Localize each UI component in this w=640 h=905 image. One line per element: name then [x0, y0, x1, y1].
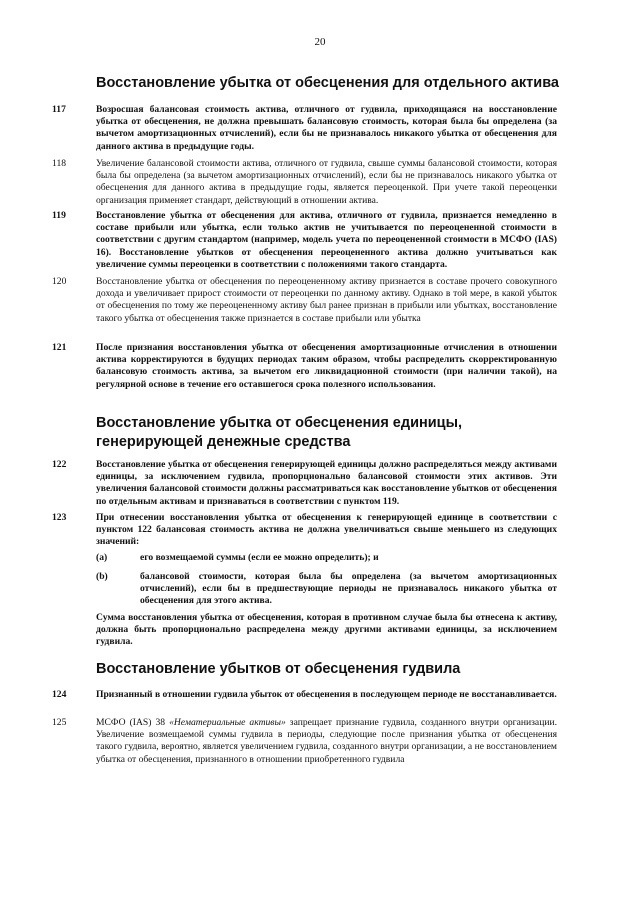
paragraph-125 [52, 717, 557, 766]
paragraph-123-item-b [96, 571, 557, 608]
paragraph-text: При отнесении восстановления убытка от обесценения к генерирующей единице в соответствии с пунктом 122 балансовая стоимость актива не должна увеличиваться свыше меньшего из следующих значений: [96, 512, 557, 548]
section-heading-individual-asset: Восстановление убытка от обесценения для отдельного актива [96, 75, 559, 91]
paragraph-number: 125 [52, 717, 67, 728]
paragraph-number: 123 [52, 512, 67, 523]
item-label: (a) [96, 552, 108, 563]
paragraph-text: Возросшая балансовая стоимость актива, отличного от гудвила, приходящаяся на восстановление убытка от обесценения, не должна превышать балансовую стоимость, которая была бы определена (за вычетом амортизационных отчислений), если бы не признавалось никакого убытка от обесценения для данного актива в предыдущие годы. [96, 104, 557, 152]
section-heading-goodwill: Восстановление убытков от обесценения гудвила [96, 661, 461, 677]
paragraph-text: После признания восстановления убытка от обесценения амортизационные отчисления в отношении актива корректируются в будущих периодах таким образом, чтобы распределить скорректированную балансовую стоимость актива, за вычетом его ликвидационной стоимости (при наличии такой), на регулярной основе в течение его оставшегося срока полезного использования. [96, 342, 557, 390]
paragraph-number: 117 [52, 104, 66, 115]
paragraph-124 [52, 689, 557, 701]
paragraph-123-item-a [96, 552, 557, 564]
paragraph-number: 122 [52, 459, 67, 470]
paragraph-number: 119 [52, 210, 66, 221]
paragraph-123-closing: Сумма восстановления убытка от обесценения, которая в противном случае была бы отнесена к активу, должна быть пропорционально распределена между другими активами единицы, за исключением гудвила. [96, 612, 557, 648]
item-text: его возмещаемой суммы (если ее можно определить); и [140, 552, 379, 563]
paragraph-text: Признанный в отношении гудвила убыток от обесценения в последующем периоде не восстанавливается. [96, 689, 557, 700]
paragraph-number: 118 [52, 158, 67, 169]
paragraph-118 [52, 158, 557, 207]
text-fragment: запрещает признание гудвила, созданного внутри организации. Увеличение возмещаемой суммы гудвила в периоды, следующие после признания убытка от обесценения такого гудвила, вероятно, является увеличением гудвила, созданного внутри организации, а не восстановлением убытка от обесценения, признанного в отношении приобретенного гудвила [96, 717, 557, 765]
paragraph-123 [52, 512, 557, 549]
paragraph-text [96, 717, 557, 766]
standard-title: «Нематериальные активы» [169, 717, 286, 728]
paragraph-117 [52, 104, 557, 153]
paragraph-number: 121 [52, 342, 67, 353]
paragraph-text: Восстановление убытка от обесценения для актива, отличного от гудвила, признается немедленно в составе прибыли или убытка, если только актив не учитывается по переоцененной стоимости в соответствии с другим стандартом (например, модель учета по переоцененной стоимости в МСФО (IAS) 16). Восстановление убытков от обесценения переоцененного актива должно учитываться как увеличение суммы переоценки в соответствии с положениями такого стандарта. [96, 210, 557, 270]
paragraph-number: 120 [52, 276, 67, 287]
paragraph-text: Увеличение балансовой стоимости актива, отличного от гудвила, свыше суммы балансовой стоимости, которая была бы определена (за вычетом амортизационных отчислений), если бы не признавалось никакого убытка от обесценения для данного актива в предыдущие годы, является переоценкой. При учете такой переоценки организация применяет стандарт, действующий в отношении актива. [96, 158, 557, 206]
item-label: (b) [96, 571, 108, 582]
text-fragment: МСФО (IAS) 38 [96, 717, 170, 728]
paragraph-122 [52, 459, 557, 508]
paragraph-121 [52, 342, 557, 391]
paragraph-text: Восстановление убытка от обесценения по переоцененному активу признается в составе прочего совокупного дохода и увеличивает прирост стоимости от переоценки по данному активу. Однако в той мере, в какой убыток от обесценения по тому же переоцененному активу был ранее признан в прибыли или убытках, восстановление такого убытка от обесценения также признается в составе прибыли или убытка [96, 276, 557, 324]
paragraph-120 [52, 276, 557, 325]
section-heading-cash-generating-unit: Восстановление убытка от обесценения единицы, генерирующей денежные средства [96, 415, 462, 450]
paragraph-119 [52, 210, 557, 271]
paragraph-number: 124 [52, 689, 67, 700]
page-number: 20 [314, 36, 326, 48]
item-text: балансовой стоимости, которая была бы определена (за вычетом амортизационных отчислений), если бы в предшествующие периоды не признавалось никакого убытка от обесценения для этого актива. [140, 571, 557, 607]
paragraph-text: Восстановление убытка от обесценения генерирующей единицы должно распределяться между активами единицы, за исключением гудвила, пропорционально балансовой стоимости этих активов. Эти увеличения балансовой стоимости должны рассматриваться как восстановление убытков от обесценения по отдельным активам и признаваться в соответствии с пунктом 119. [96, 459, 557, 507]
